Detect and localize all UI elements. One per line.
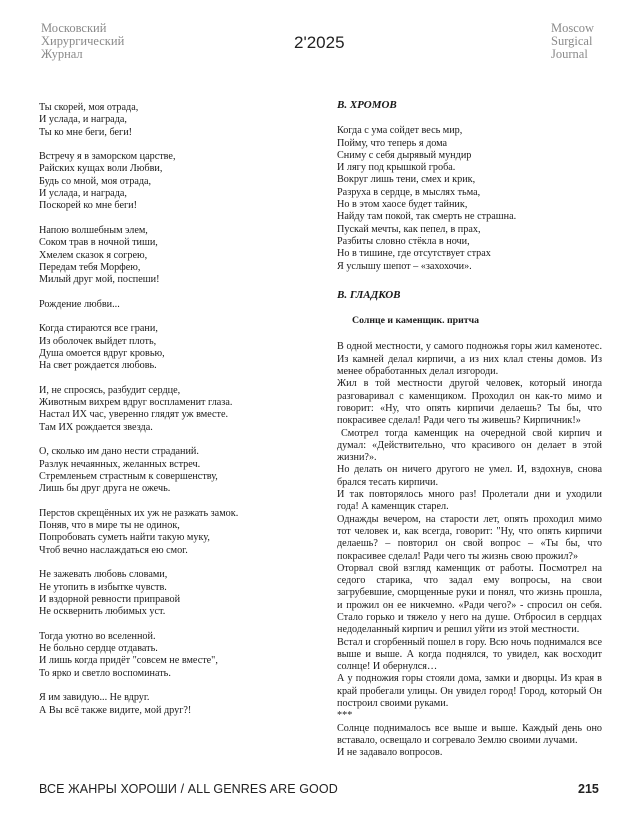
- prose-paragraph: А у подножия горы стояли дома, замки и дворцы. Из края в край пробегали улицы. Он увидел город! Город, который Он построил своими руками.: [337, 673, 602, 710]
- prose-paragraph: Встал и сгорбенный пошел в гору. Всю ночь поднимался все выше и выше. А когда поднялся, то увидел, как восходит солнце! И обернулся…: [337, 636, 602, 673]
- logo-en-line-3: Journal: [551, 47, 588, 61]
- left-column-poems: [39, 102, 309, 729]
- poem-line: Чтоб вечно наслаждаться ею смог.: [39, 544, 188, 556]
- prose-paragraph: Смотрел тогда каменщик на очередной свой кирпич и думал: «Действительно, что красивого он делает в этой жизни?».: [337, 427, 602, 464]
- logo-ru-line-2: Хирургический: [41, 34, 125, 48]
- poem-line: Я услышу шепот – «захохочи».: [337, 260, 472, 272]
- poem-line: И вздорной ревности приправой: [39, 593, 181, 605]
- poem-line: Пойму, что теперь я дома: [337, 137, 448, 149]
- poem-line: Хмелем сказок я согрею,: [39, 249, 148, 261]
- poem-line: Но в этом хаосе будет тайник,: [337, 199, 468, 211]
- prose-author: В. ГЛАДКОВ: [337, 288, 401, 301]
- poem-line: Стремленьем страстным к совершенству,: [39, 470, 218, 482]
- stanza: [39, 299, 309, 311]
- poem-author: В. ХРОМОВ: [337, 99, 397, 111]
- poem-line: Разруха в сердце, в мыслях тьма,: [337, 186, 481, 198]
- logo-en-line-1: Moscow: [551, 21, 595, 35]
- poem-line: Райских кущах воли Любви,: [39, 163, 163, 175]
- poem-line: Из оболочек выйдет плоть,: [39, 335, 157, 347]
- parable-text: [337, 341, 602, 759]
- poem-line: Животным вихрем вдруг воспламенит глаза.: [39, 397, 233, 409]
- page-number: 215: [578, 782, 599, 796]
- poem-line: Разбиты словно стёкла в ночи,: [337, 235, 470, 247]
- journal-logo-ru: [41, 22, 124, 61]
- poem-line: Разлук нечаянных, желанных встреч.: [39, 458, 201, 470]
- prose-paragraph: Оторвал свой взгляд каменщик от работы. Посмотрел на седого старика, что задал ему вопросы, на свои загрубевшие, сморщенные руки и понял, что жизнь прошла, и прожил он ее никчемно. «Ради чего?» - спросил он себя. Стало горько и тяжело у него на душе. Отбросил в сердцах недоделанный кирпич и решил уйти из этой местности.: [337, 562, 602, 636]
- poem-line: И услада, и награда,: [39, 114, 127, 126]
- poem-line: Найду там покой, так смерть не страшна.: [337, 211, 517, 223]
- stanza: [39, 692, 309, 717]
- journal-logo-en: [551, 22, 594, 61]
- logo-ru-line-1: Московский: [41, 21, 107, 35]
- poem-line: Не зажевать любовь словами,: [39, 569, 168, 581]
- stanza: [39, 151, 309, 212]
- parable-title: Солнце и каменщик. притча: [352, 315, 480, 327]
- poem-line: Настал ИХ час, уверенно глядят уж вместе.: [39, 409, 229, 421]
- prose-paragraph: Солнце поднималось все выше и выше. Каждый день оно вставало, освещало и согревало Землю своими лучами.: [337, 722, 602, 746]
- poem-line: Ты скорей, моя отрада,: [39, 102, 139, 113]
- stanza: [39, 446, 309, 495]
- page-footer: [0, 776, 644, 806]
- prose-paragraph: ***: [337, 710, 353, 722]
- poem-line: На свет рождается любовь.: [39, 360, 157, 372]
- poem-line: Тогда уютно во вселенной.: [39, 630, 156, 642]
- poem-line: Милый друг мой, поспеши!: [39, 274, 160, 286]
- prose-paragraph: В одной местности, у самого подножья горы жил каменотес. Из камней делал кирпичи, а из них клал стены домов. Из менее обработанных делал изгороди.: [337, 341, 602, 378]
- poem-line: Соком трав в ночной тиши,: [39, 237, 158, 249]
- stanza: [39, 508, 309, 557]
- logo-ru-line-3: Журнал: [41, 47, 83, 61]
- poem-line: Попробовать суметь найти такую муку,: [39, 532, 210, 544]
- poem-line: Когда стираются все грани,: [39, 323, 158, 335]
- page-header: [0, 0, 644, 72]
- poem-line: Не больно сердце отдавать.: [39, 643, 158, 655]
- poem-line: То ярко и светло воспоминать.: [39, 667, 171, 679]
- poem-line: Передам тебя Морфею,: [39, 261, 141, 273]
- poem-line: Перстов скрещённых их уж не разжать замок.: [39, 507, 239, 519]
- poem-line: Я им завидую... Не вдруг.: [39, 692, 150, 704]
- poem-line: И лишь когда придёт "совсем не вместе",: [39, 655, 218, 667]
- poem-line: Сниму с себя дырявый мундир: [337, 149, 472, 161]
- poem-line: Поняв, что в мире ты не одинок,: [39, 520, 180, 532]
- stanza: [39, 569, 309, 618]
- poem-line: Поскорей ко мне беги!: [39, 200, 137, 212]
- stanza: [39, 225, 309, 286]
- logo-en-line-2: Surgical: [551, 34, 593, 48]
- right-column: [337, 99, 602, 760]
- poem-line: Ты ко мне беги, беги!: [39, 126, 133, 138]
- poem-line: И услада, и награда,: [39, 188, 127, 200]
- stanza: [39, 323, 309, 372]
- poem-line: Пускай мечты, как пепел, в прах,: [337, 223, 481, 235]
- poem-line: Лишь бы друг друга не ожечь.: [39, 483, 171, 495]
- poem-line: Рождение любви...: [39, 298, 120, 310]
- prose-paragraph: Однажды вечером, на старости лет, опять проходил мимо тот человек и, как всегда, говорит: "Ну, что опять кирпичи делаешь? – повторил он свой вопрос – «Ты бы, что покрасивее сделал! Ради чего ты жизнь свою прожил?»: [337, 513, 602, 562]
- prose-paragraph: И так повторялось много раз! Пролетали дни и уходили года! А каменщик старел.: [337, 489, 602, 513]
- poem-line: Встречу я в заморском царстве,: [39, 151, 176, 163]
- section-title: ВСЕ ЖАНРЫ ХОРОШИ / ALL GENRES ARE GOOD: [39, 782, 338, 796]
- issue-number: 2'2025: [294, 33, 345, 52]
- poem-line: Вокруг лишь тени, смех и крик,: [337, 174, 476, 186]
- stanza: [39, 631, 309, 680]
- poem-line: И лягу под крышкой гроба.: [337, 162, 456, 174]
- poem-line: Не утопить в избытке чувств.: [39, 581, 167, 593]
- prose-paragraph: И не задавало вопросов.: [337, 747, 443, 759]
- prose-paragraph: Но делать он ничего другого не умел. И, вздохнув, снова брался тесать кирпичи.: [337, 464, 602, 488]
- poem-line: Будь со мной, моя отрада,: [39, 175, 152, 187]
- prose-paragraph: Жил в той местности другой человек, который иногда разговаривал с каменщиком. Проходил он как-то мимо и говорит: «Ну, что опять кирпичи делаешь? Ты бы, что покрасивее сделал! Ради чего ты живешь? Кирпичник!»: [337, 378, 602, 427]
- poem-line: Напою волшебным элем,: [39, 224, 148, 236]
- poem-line: Душа омоется вдруг кровью,: [39, 347, 165, 359]
- poem-line: Там ИХ рождается звезда.: [39, 421, 153, 433]
- poem-line: Не осквернить любимых уст.: [39, 606, 166, 618]
- poem-line: Но в тишине, где отсутствует страх: [337, 248, 491, 260]
- stanza: [39, 102, 309, 139]
- poem-line: А Вы всё также видите, мой друг?!: [39, 704, 192, 716]
- poem-line: Когда с ума сойдет весь мир,: [337, 125, 463, 137]
- poem-line: О, сколько им дано нести страданий.: [39, 446, 199, 458]
- poem-line: И, не спросясь, разбудит сердце,: [39, 384, 181, 396]
- stanza: [39, 385, 309, 434]
- poem-khromov: [337, 125, 602, 273]
